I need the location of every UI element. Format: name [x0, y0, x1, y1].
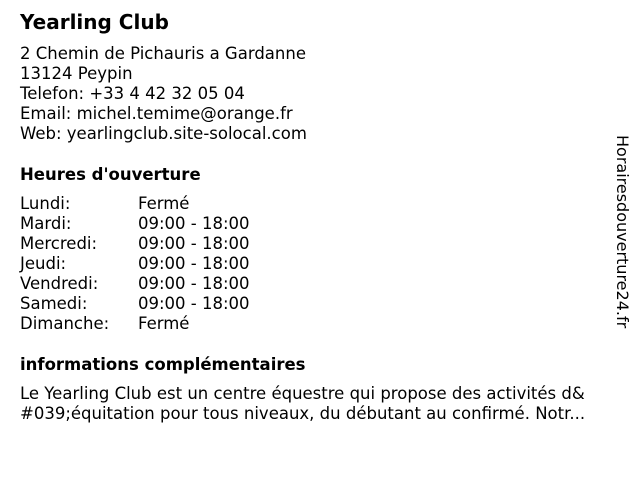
hours-row-mercredi — [20, 234, 320, 254]
side-watermark — [612, 135, 634, 375]
hours-row-samedi — [20, 294, 320, 314]
info-text — [20, 384, 620, 424]
day-hours: 09:00 - 18:00 — [138, 234, 250, 253]
contact-block — [20, 44, 307, 144]
info-line-1: Le Yearling Club est un centre équestre qui propose des activités d& — [20, 384, 585, 403]
day-label: Vendredi: — [20, 274, 99, 293]
hours-row-jeudi — [20, 254, 320, 274]
info-heading: informations complémentaires — [20, 355, 306, 374]
address-line-1: 2 Chemin de Pichauris a Gardanne — [20, 44, 306, 63]
day-label: Lundi: — [20, 194, 71, 213]
web-line: Web: yearlingclub.site-solocal.com — [20, 124, 307, 143]
day-hours: 09:00 - 18:00 — [138, 254, 250, 273]
day-label: Dimanche: — [20, 314, 110, 333]
club-name: Yearling Club — [20, 10, 169, 34]
day-hours: 09:00 - 18:00 — [138, 274, 250, 293]
day-label: Jeudi: — [20, 254, 67, 273]
day-label: Samedi: — [20, 294, 88, 313]
info-line-2: #039;équitation pour tous niveaux, du débutant au confirmé. Notr... — [20, 404, 586, 423]
day-hours: Fermé — [138, 194, 190, 213]
side-watermark-text: Horairesdouverture24.fr — [613, 135, 632, 329]
address-line-2: 13124 Peypin — [20, 64, 133, 83]
day-label: Mardi: — [20, 214, 72, 233]
hours-row-lundi — [20, 194, 320, 214]
day-hours: 09:00 - 18:00 — [138, 214, 250, 233]
phone-line: Telefon: +33 4 42 32 05 04 — [20, 84, 245, 103]
hours-row-dimanche — [20, 314, 320, 334]
hours-table — [20, 194, 320, 334]
hours-row-mardi — [20, 214, 320, 234]
day-hours: 09:00 - 18:00 — [138, 294, 250, 313]
email-line: Email: michel.temime@orange.fr — [20, 104, 293, 123]
hours-heading: Heures d'ouverture — [20, 165, 201, 184]
hours-row-vendredi — [20, 274, 320, 294]
day-hours: Fermé — [138, 314, 190, 333]
day-label: Mercredi: — [20, 234, 98, 253]
